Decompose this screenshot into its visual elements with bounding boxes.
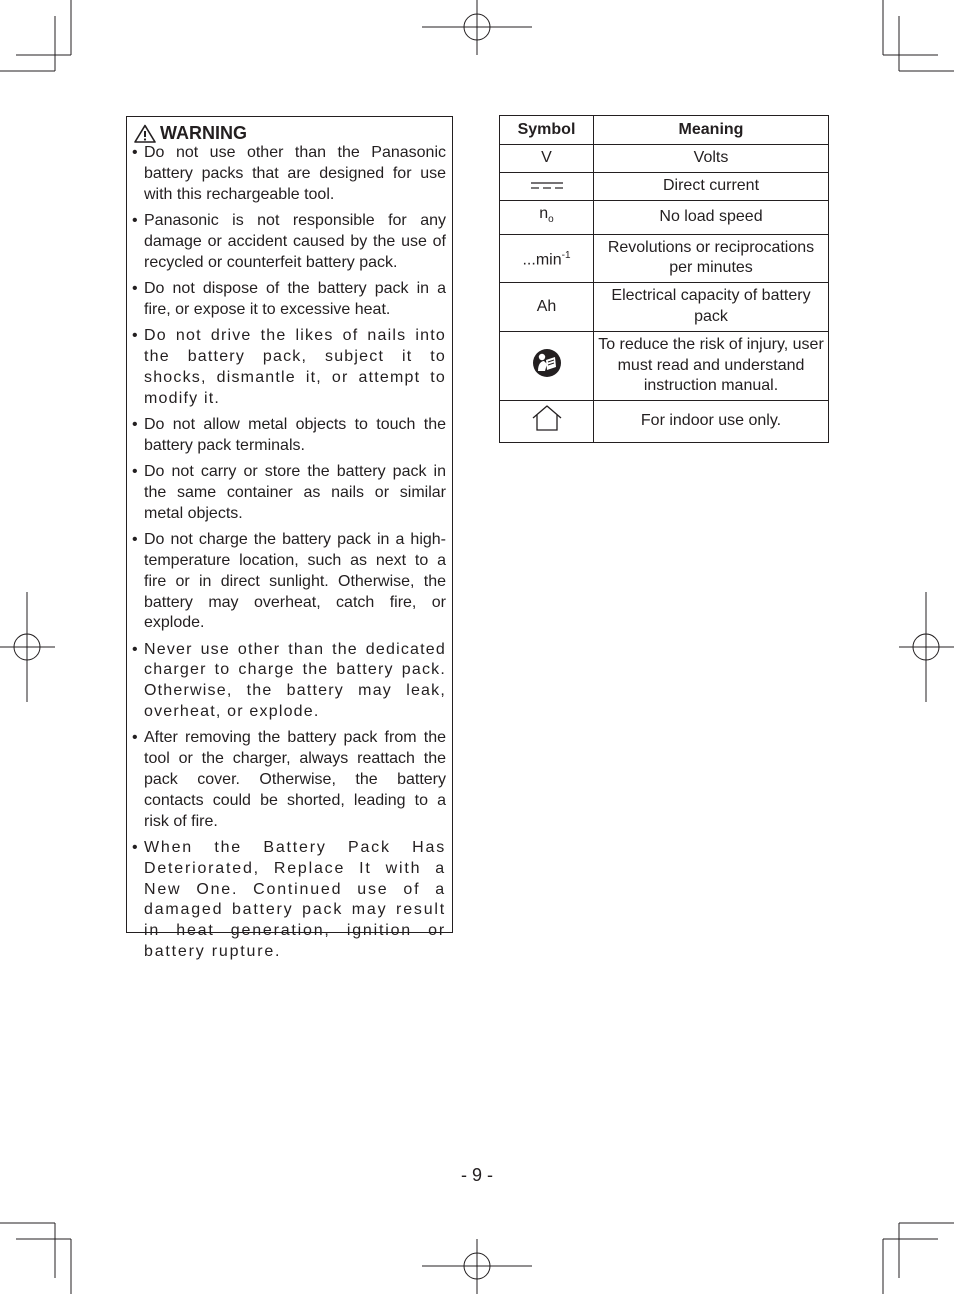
meaning-cell: Revolutions or reciprocations per minutes (594, 234, 829, 283)
table-header-row (500, 116, 829, 145)
warning-item: • Do not dispose of the battery pack in a fire, or expose it to excessive heat. (127, 279, 452, 321)
meaning-cell: No load speed (594, 200, 829, 234)
table-row (500, 172, 829, 200)
symbol-cell (500, 172, 594, 200)
table-row (500, 234, 829, 283)
meaning-cell: Volts (594, 145, 829, 173)
table-row (500, 283, 829, 332)
symbol-cell (500, 331, 594, 400)
warning-item: • Never use other than the dedicated charger to charge the battery pack. Otherwise, the battery may leak, overheat, or explode. (127, 640, 452, 723)
symbol-cell: V (500, 145, 594, 173)
warning-box (126, 116, 453, 961)
read-manual-icon (532, 348, 562, 378)
table-row (500, 200, 829, 234)
page-number: - 9 - (460, 1165, 493, 1185)
symbol-cell (500, 200, 594, 234)
table-row (500, 401, 829, 443)
table-row (500, 145, 829, 173)
warning-item: • Do not carry or store the battery pack in the same container as nails or similar metal objects. (127, 462, 452, 524)
symbol-base: n (539, 204, 549, 222)
symbol-superscript: -1 (561, 249, 571, 261)
meaning-cell: Direct current (594, 172, 829, 200)
symbol-cell (500, 401, 594, 443)
symbols-table (499, 115, 829, 443)
warning-heading (134, 122, 247, 144)
direct-current-icon (530, 180, 564, 190)
warning-item: • When the Battery Pack Has Deteriorated, Replace It with a New One. Continued use of a damaged battery pack may result in heat generation, ignition or battery rupture. (127, 838, 452, 963)
warning-item: • Do not use other than the Panasonic battery packs that are designed for use with this rechargeable tool. (127, 143, 452, 205)
warning-list (127, 143, 452, 968)
warning-item: • After removing the battery pack from the tool or the charger, always reattach the pack cover. Otherwise, the battery contacts could be shorted, leading to a risk of fire. (127, 728, 452, 832)
warning-title-text: WARNING (160, 123, 247, 143)
warning-item: • Do not drive the likes of nails into the battery pack, subject it to shocks, dismantle it, or attempt to modify it. (127, 326, 452, 409)
meaning-column-header: Meaning (594, 116, 829, 145)
symbol-subscript: o (548, 213, 554, 225)
meaning-cell: Electrical capacity of battery pack (594, 283, 829, 332)
symbol-base: ...min (522, 251, 562, 269)
warning-item: • Do not charge the battery pack in a high-temperature location, such as next to a fire or in direct sunlight. Otherwise, the battery may overheat, catch fire, or explode. (127, 530, 452, 634)
warning-item: • Do not allow metal objects to touch the battery pack terminals. (127, 415, 452, 457)
warning-item: • Panasonic is not responsible for any damage or accident caused by the use of recycled or counterfeit battery pack. (127, 211, 452, 273)
meaning-cell: For indoor use only. (594, 401, 829, 443)
indoor-use-icon (531, 404, 563, 432)
symbol-cell (500, 234, 594, 283)
meaning-cell: To reduce the risk of injury, user must read and understand instruction manual. (594, 331, 829, 400)
warning-triangle-icon (134, 124, 156, 143)
table-row (500, 331, 829, 400)
symbol-column-header: Symbol (500, 116, 594, 145)
symbol-cell: Ah (500, 283, 594, 332)
